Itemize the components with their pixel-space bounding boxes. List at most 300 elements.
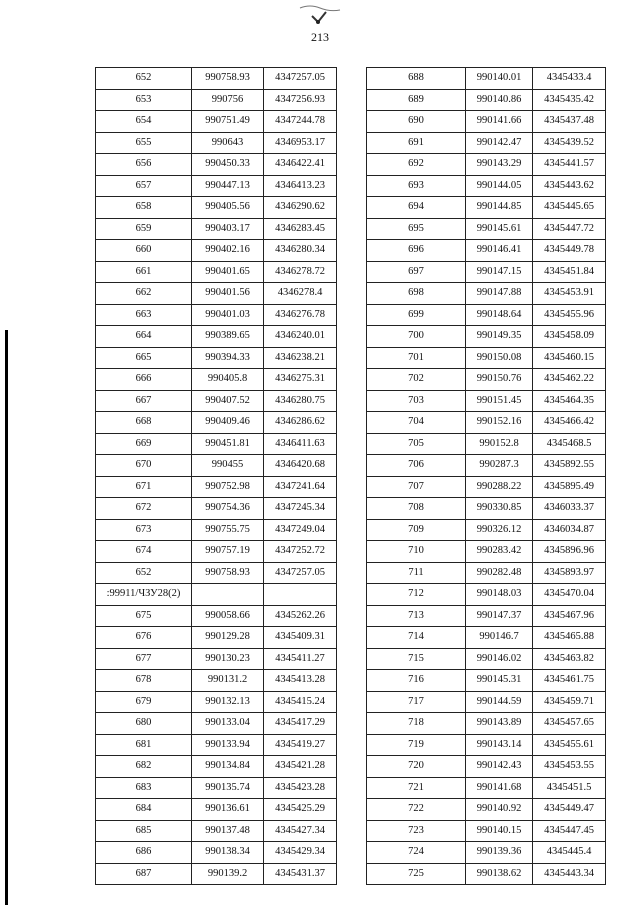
table-row <box>367 347 606 369</box>
y-coordinate-cell: 4345455.96 <box>533 304 606 326</box>
x-coordinate-cell: 990139.36 <box>466 842 533 864</box>
table-row <box>367 433 606 455</box>
x-coordinate-cell: 990143.14 <box>466 734 533 756</box>
table-row <box>96 519 337 541</box>
table-row <box>96 476 337 498</box>
table-row <box>96 734 337 756</box>
y-coordinate-cell: 4347249.04 <box>264 519 337 541</box>
table-row <box>96 627 337 649</box>
y-coordinate-cell: 4345463.82 <box>533 648 606 670</box>
point-number-cell: 662 <box>96 283 192 305</box>
x-coordinate-cell: 990143.89 <box>466 713 533 735</box>
y-coordinate-cell: 4347257.05 <box>264 68 337 90</box>
table-row <box>96 455 337 477</box>
y-coordinate-cell: 4346420.68 <box>264 455 337 477</box>
y-coordinate-cell: 4346422.41 <box>264 154 337 176</box>
point-number-cell: 684 <box>96 799 192 821</box>
x-coordinate-cell: 990282.48 <box>466 562 533 584</box>
y-coordinate-cell: 4345411.27 <box>264 648 337 670</box>
table-row <box>96 820 337 842</box>
y-coordinate-cell: 4346275.31 <box>264 369 337 391</box>
point-number-cell: 652 <box>96 562 192 584</box>
x-coordinate-cell: 990455 <box>192 455 264 477</box>
point-number-cell: 709 <box>367 519 466 541</box>
x-coordinate-cell: 990144.59 <box>466 691 533 713</box>
table-row <box>96 777 337 799</box>
table-row <box>367 390 606 412</box>
point-number-cell: :99911/ЧЗУ28(2) <box>96 584 192 606</box>
x-coordinate-cell: 990394.33 <box>192 347 264 369</box>
point-number-cell: 666 <box>96 369 192 391</box>
y-coordinate-cell: 4346411.63 <box>264 433 337 455</box>
table-row <box>96 605 337 627</box>
point-number-cell: 698 <box>367 283 466 305</box>
x-coordinate-cell: 990151.45 <box>466 390 533 412</box>
point-number-cell: 691 <box>367 132 466 154</box>
y-coordinate-cell: 4346238.21 <box>264 347 337 369</box>
y-coordinate-cell: 4346290.62 <box>264 197 337 219</box>
table-row <box>367 605 606 627</box>
point-number-cell: 687 <box>96 863 192 885</box>
y-coordinate-cell: 4346280.75 <box>264 390 337 412</box>
point-number-cell: 694 <box>367 197 466 219</box>
x-coordinate-cell: 990150.76 <box>466 369 533 391</box>
point-number-cell: 682 <box>96 756 192 778</box>
table-row <box>96 799 337 821</box>
table-row <box>96 369 337 391</box>
x-coordinate-cell: 990402.16 <box>192 240 264 262</box>
y-coordinate-cell: 4345439.52 <box>533 132 606 154</box>
table-row <box>96 584 337 606</box>
scan-edge-bar <box>5 330 8 905</box>
y-coordinate-cell: 4346033.37 <box>533 498 606 520</box>
point-number-cell: 713 <box>367 605 466 627</box>
x-coordinate-cell: 990447.13 <box>192 175 264 197</box>
y-coordinate-cell: 4345467.96 <box>533 605 606 627</box>
y-coordinate-cell: 4347244.78 <box>264 111 337 133</box>
table-row <box>367 369 606 391</box>
point-number-cell: 676 <box>96 627 192 649</box>
x-coordinate-cell: 990757.19 <box>192 541 264 563</box>
x-coordinate-cell: 990143.29 <box>466 154 533 176</box>
point-number-cell: 710 <box>367 541 466 563</box>
point-number-cell: 714 <box>367 627 466 649</box>
y-coordinate-cell: 4345435.42 <box>533 89 606 111</box>
table-row <box>96 541 337 563</box>
y-coordinate-cell: 4345462.22 <box>533 369 606 391</box>
table-row <box>367 756 606 778</box>
point-number-cell: 655 <box>96 132 192 154</box>
y-coordinate-cell: 4345461.75 <box>533 670 606 692</box>
point-number-cell: 660 <box>96 240 192 262</box>
table-row <box>367 283 606 305</box>
y-coordinate-cell: 4345470.04 <box>533 584 606 606</box>
y-coordinate-cell: 4345449.78 <box>533 240 606 262</box>
y-coordinate-cell: 4345464.35 <box>533 390 606 412</box>
y-coordinate-cell: 4346953.17 <box>264 132 337 154</box>
table-row <box>96 197 337 219</box>
point-number-cell: 674 <box>96 541 192 563</box>
point-number-cell: 702 <box>367 369 466 391</box>
x-coordinate-cell: 990287.3 <box>466 455 533 477</box>
table-row <box>367 197 606 219</box>
point-number-cell: 661 <box>96 261 192 283</box>
x-coordinate-cell: 990758.93 <box>192 68 264 90</box>
table-row <box>367 820 606 842</box>
point-number-cell: 659 <box>96 218 192 240</box>
y-coordinate-cell: 4345451.84 <box>533 261 606 283</box>
table-row <box>96 240 337 262</box>
x-coordinate-cell: 990150.08 <box>466 347 533 369</box>
y-coordinate-cell: 4345453.91 <box>533 283 606 305</box>
x-coordinate-cell: 990752.98 <box>192 476 264 498</box>
y-coordinate-cell: 4345447.72 <box>533 218 606 240</box>
x-coordinate-cell: 990136.61 <box>192 799 264 821</box>
y-coordinate-cell: 4345262.26 <box>264 605 337 627</box>
x-coordinate-cell: 990758.93 <box>192 562 264 584</box>
y-coordinate-cell: 4345451.5 <box>533 777 606 799</box>
table-row <box>367 261 606 283</box>
point-number-cell: 675 <box>96 605 192 627</box>
x-coordinate-cell: 990133.04 <box>192 713 264 735</box>
x-coordinate-cell: 990403.17 <box>192 218 264 240</box>
y-coordinate-cell: 4346280.34 <box>264 240 337 262</box>
y-coordinate-cell: 4346413.23 <box>264 175 337 197</box>
table-row <box>96 261 337 283</box>
x-coordinate-cell: 990141.68 <box>466 777 533 799</box>
x-coordinate-cell: 990451.81 <box>192 433 264 455</box>
y-coordinate-cell: 4346278.72 <box>264 261 337 283</box>
y-coordinate-cell: 4345437.48 <box>533 111 606 133</box>
point-number-cell: 685 <box>96 820 192 842</box>
stamp-smudge-mark <box>290 2 350 28</box>
table-row <box>96 842 337 864</box>
y-coordinate-cell: 4347257.05 <box>264 562 337 584</box>
x-coordinate-cell: 990409.46 <box>192 412 264 434</box>
point-number-cell: 679 <box>96 691 192 713</box>
point-number-cell: 711 <box>367 562 466 584</box>
table-row <box>367 175 606 197</box>
point-number-cell: 704 <box>367 412 466 434</box>
table-row <box>367 455 606 477</box>
table-row <box>96 648 337 670</box>
x-coordinate-cell: 990140.92 <box>466 799 533 821</box>
point-number-cell: 720 <box>367 756 466 778</box>
point-number-cell: 699 <box>367 304 466 326</box>
table-row <box>367 627 606 649</box>
point-number-cell: 665 <box>96 347 192 369</box>
y-coordinate-cell: 4345445.4 <box>533 842 606 864</box>
table-row <box>96 154 337 176</box>
point-number-cell: 653 <box>96 89 192 111</box>
x-coordinate-cell: 990142.47 <box>466 132 533 154</box>
table-row <box>96 713 337 735</box>
x-coordinate-cell: 990401.65 <box>192 261 264 283</box>
y-coordinate-cell: 4347245.34 <box>264 498 337 520</box>
table-row <box>367 562 606 584</box>
table-row <box>96 68 337 90</box>
y-coordinate-cell: 4345466.42 <box>533 412 606 434</box>
x-coordinate-cell: 990147.88 <box>466 283 533 305</box>
point-number-cell: 672 <box>96 498 192 520</box>
y-coordinate-cell: 4345441.57 <box>533 154 606 176</box>
y-coordinate-cell: 4345893.97 <box>533 562 606 584</box>
table-row <box>367 734 606 756</box>
table-row <box>367 326 606 348</box>
table-row <box>367 412 606 434</box>
y-coordinate-cell: 4345423.28 <box>264 777 337 799</box>
y-coordinate-cell: 4345453.55 <box>533 756 606 778</box>
point-number-cell: 695 <box>367 218 466 240</box>
table-row <box>367 713 606 735</box>
y-coordinate-cell: 4345447.45 <box>533 820 606 842</box>
x-coordinate-cell: 990130.23 <box>192 648 264 670</box>
point-number-cell: 722 <box>367 799 466 821</box>
table-row <box>96 326 337 348</box>
y-coordinate-cell: 4346240.01 <box>264 326 337 348</box>
point-number-cell: 677 <box>96 648 192 670</box>
y-coordinate-cell: 4345415.24 <box>264 691 337 713</box>
x-coordinate-cell: 990146.7 <box>466 627 533 649</box>
x-coordinate-cell: 990058.66 <box>192 605 264 627</box>
x-coordinate-cell: 990141.66 <box>466 111 533 133</box>
y-coordinate-cell: 4345449.47 <box>533 799 606 821</box>
y-coordinate-cell: 4345443.62 <box>533 175 606 197</box>
point-number-cell: 688 <box>367 68 466 90</box>
point-number-cell: 693 <box>367 175 466 197</box>
point-number-cell: 701 <box>367 347 466 369</box>
y-coordinate-cell: 4345895.49 <box>533 476 606 498</box>
point-number-cell: 686 <box>96 842 192 864</box>
table-row <box>96 390 337 412</box>
x-coordinate-cell: 990145.31 <box>466 670 533 692</box>
x-coordinate-cell: 990405.8 <box>192 369 264 391</box>
table-row <box>96 347 337 369</box>
y-coordinate-cell: 4345457.65 <box>533 713 606 735</box>
y-coordinate-cell: 4345409.31 <box>264 627 337 649</box>
y-coordinate-cell: 4345465.88 <box>533 627 606 649</box>
x-coordinate-cell: 990407.52 <box>192 390 264 412</box>
table-row <box>367 799 606 821</box>
table-row <box>96 498 337 520</box>
point-number-cell: 683 <box>96 777 192 799</box>
point-number-cell: 681 <box>96 734 192 756</box>
x-coordinate-cell: 990137.48 <box>192 820 264 842</box>
table-row <box>367 68 606 90</box>
table-row <box>96 111 337 133</box>
table-row <box>367 691 606 713</box>
x-coordinate-cell: 990152.8 <box>466 433 533 455</box>
point-number-cell: 724 <box>367 842 466 864</box>
y-coordinate-cell: 4347241.64 <box>264 476 337 498</box>
y-coordinate-cell: 4345413.28 <box>264 670 337 692</box>
point-number-cell: 680 <box>96 713 192 735</box>
y-coordinate-cell: 4345429.34 <box>264 842 337 864</box>
x-coordinate-cell: 990139.2 <box>192 863 264 885</box>
point-number-cell: 700 <box>367 326 466 348</box>
x-coordinate-cell: 990756 <box>192 89 264 111</box>
x-coordinate-cell: 990138.34 <box>192 842 264 864</box>
x-coordinate-cell: 990133.94 <box>192 734 264 756</box>
table-row <box>96 691 337 713</box>
point-number-cell: 668 <box>96 412 192 434</box>
x-coordinate-cell: 990131.2 <box>192 670 264 692</box>
point-number-cell: 658 <box>96 197 192 219</box>
x-coordinate-cell: 990134.84 <box>192 756 264 778</box>
y-coordinate-cell: 4346034.87 <box>533 519 606 541</box>
x-coordinate-cell: 990450.33 <box>192 154 264 176</box>
point-number-cell: 705 <box>367 433 466 455</box>
table-row <box>367 842 606 864</box>
y-coordinate-cell: 4345431.37 <box>264 863 337 885</box>
table-row <box>367 132 606 154</box>
y-coordinate-cell: 4345443.34 <box>533 863 606 885</box>
table-row <box>367 777 606 799</box>
x-coordinate-cell: 990146.41 <box>466 240 533 262</box>
point-number-cell: 657 <box>96 175 192 197</box>
point-number-cell: 678 <box>96 670 192 692</box>
table-row <box>96 863 337 885</box>
table-row <box>367 111 606 133</box>
point-number-cell: 707 <box>367 476 466 498</box>
table-row <box>367 218 606 240</box>
x-coordinate-cell: 990132.13 <box>192 691 264 713</box>
table-row <box>96 562 337 584</box>
x-coordinate-cell: 990140.01 <box>466 68 533 90</box>
table-row <box>367 89 606 111</box>
x-coordinate-cell: 990144.05 <box>466 175 533 197</box>
point-number-cell: 663 <box>96 304 192 326</box>
x-coordinate-cell: 990145.61 <box>466 218 533 240</box>
point-number-cell: 656 <box>96 154 192 176</box>
y-coordinate-cell: 4347256.93 <box>264 89 337 111</box>
x-coordinate-cell: 990138.62 <box>466 863 533 885</box>
point-number-cell: 652 <box>96 68 192 90</box>
x-coordinate-cell: 990288.22 <box>466 476 533 498</box>
point-number-cell: 723 <box>367 820 466 842</box>
x-coordinate-cell: 990148.03 <box>466 584 533 606</box>
point-number-cell: 692 <box>367 154 466 176</box>
point-number-cell: 673 <box>96 519 192 541</box>
point-number-cell: 654 <box>96 111 192 133</box>
point-number-cell: 717 <box>367 691 466 713</box>
x-coordinate-cell: 990401.03 <box>192 304 264 326</box>
point-number-cell: 725 <box>367 863 466 885</box>
point-number-cell: 703 <box>367 390 466 412</box>
table-row <box>367 863 606 885</box>
point-number-cell: 715 <box>367 648 466 670</box>
page-number: 213 <box>311 30 329 44</box>
point-number-cell: 706 <box>367 455 466 477</box>
table-row <box>96 670 337 692</box>
x-coordinate-cell: 990147.37 <box>466 605 533 627</box>
point-number-cell: 667 <box>96 390 192 412</box>
y-coordinate-cell: 4345425.29 <box>264 799 337 821</box>
y-coordinate-cell: 4345459.71 <box>533 691 606 713</box>
x-coordinate-cell: 990389.65 <box>192 326 264 348</box>
y-coordinate-cell: 4345458.09 <box>533 326 606 348</box>
x-coordinate-cell: 990401.56 <box>192 283 264 305</box>
x-coordinate-cell: 990148.64 <box>466 304 533 326</box>
y-coordinate-cell: 4345445.65 <box>533 197 606 219</box>
point-number-cell: 670 <box>96 455 192 477</box>
x-coordinate-cell: 990149.35 <box>466 326 533 348</box>
coordinates-table-right <box>366 67 606 885</box>
table-row <box>367 648 606 670</box>
table-row <box>96 433 337 455</box>
x-coordinate-cell: 990147.15 <box>466 261 533 283</box>
point-number-cell: 671 <box>96 476 192 498</box>
x-coordinate-cell: 990326.12 <box>466 519 533 541</box>
point-number-cell: 669 <box>96 433 192 455</box>
y-coordinate-cell <box>264 584 337 606</box>
y-coordinate-cell: 4345892.55 <box>533 455 606 477</box>
x-coordinate-cell: 990152.16 <box>466 412 533 434</box>
table-row <box>96 304 337 326</box>
point-number-cell: 664 <box>96 326 192 348</box>
y-coordinate-cell: 4346283.45 <box>264 218 337 240</box>
y-coordinate-cell: 4346286.62 <box>264 412 337 434</box>
table-row <box>96 89 337 111</box>
x-coordinate-cell: 990144.85 <box>466 197 533 219</box>
x-coordinate-cell: 990283.42 <box>466 541 533 563</box>
x-coordinate-cell <box>192 584 264 606</box>
table-row <box>96 132 337 154</box>
x-coordinate-cell: 990751.49 <box>192 111 264 133</box>
point-number-cell: 712 <box>367 584 466 606</box>
y-coordinate-cell: 4347252.72 <box>264 541 337 563</box>
point-number-cell: 696 <box>367 240 466 262</box>
point-number-cell: 721 <box>367 777 466 799</box>
point-number-cell: 718 <box>367 713 466 735</box>
point-number-cell: 708 <box>367 498 466 520</box>
x-coordinate-cell: 990405.56 <box>192 197 264 219</box>
point-number-cell: 690 <box>367 111 466 133</box>
table-row <box>96 756 337 778</box>
table-row <box>367 498 606 520</box>
y-coordinate-cell: 4345421.28 <box>264 756 337 778</box>
y-coordinate-cell: 4346278.4 <box>264 283 337 305</box>
y-coordinate-cell: 4345468.5 <box>533 433 606 455</box>
x-coordinate-cell: 990135.74 <box>192 777 264 799</box>
table-row <box>367 584 606 606</box>
x-coordinate-cell: 990330.85 <box>466 498 533 520</box>
y-coordinate-cell: 4345433.4 <box>533 68 606 90</box>
y-coordinate-cell: 4345427.34 <box>264 820 337 842</box>
point-number-cell: 697 <box>367 261 466 283</box>
table-row <box>367 240 606 262</box>
coordinates-table-left <box>95 67 337 885</box>
x-coordinate-cell: 990140.15 <box>466 820 533 842</box>
point-number-cell: 689 <box>367 89 466 111</box>
x-coordinate-cell: 990129.28 <box>192 627 264 649</box>
y-coordinate-cell: 4345455.61 <box>533 734 606 756</box>
y-coordinate-cell: 4345896.96 <box>533 541 606 563</box>
y-coordinate-cell: 4345460.15 <box>533 347 606 369</box>
table-row <box>367 304 606 326</box>
table-row <box>96 175 337 197</box>
y-coordinate-cell: 4345419.27 <box>264 734 337 756</box>
y-coordinate-cell: 4345417.29 <box>264 713 337 735</box>
table-row <box>367 541 606 563</box>
y-coordinate-cell: 4346276.78 <box>264 304 337 326</box>
table-row <box>367 476 606 498</box>
table-row <box>96 412 337 434</box>
x-coordinate-cell: 990755.75 <box>192 519 264 541</box>
x-coordinate-cell: 990142.43 <box>466 756 533 778</box>
x-coordinate-cell: 990754.36 <box>192 498 264 520</box>
table-row <box>367 519 606 541</box>
